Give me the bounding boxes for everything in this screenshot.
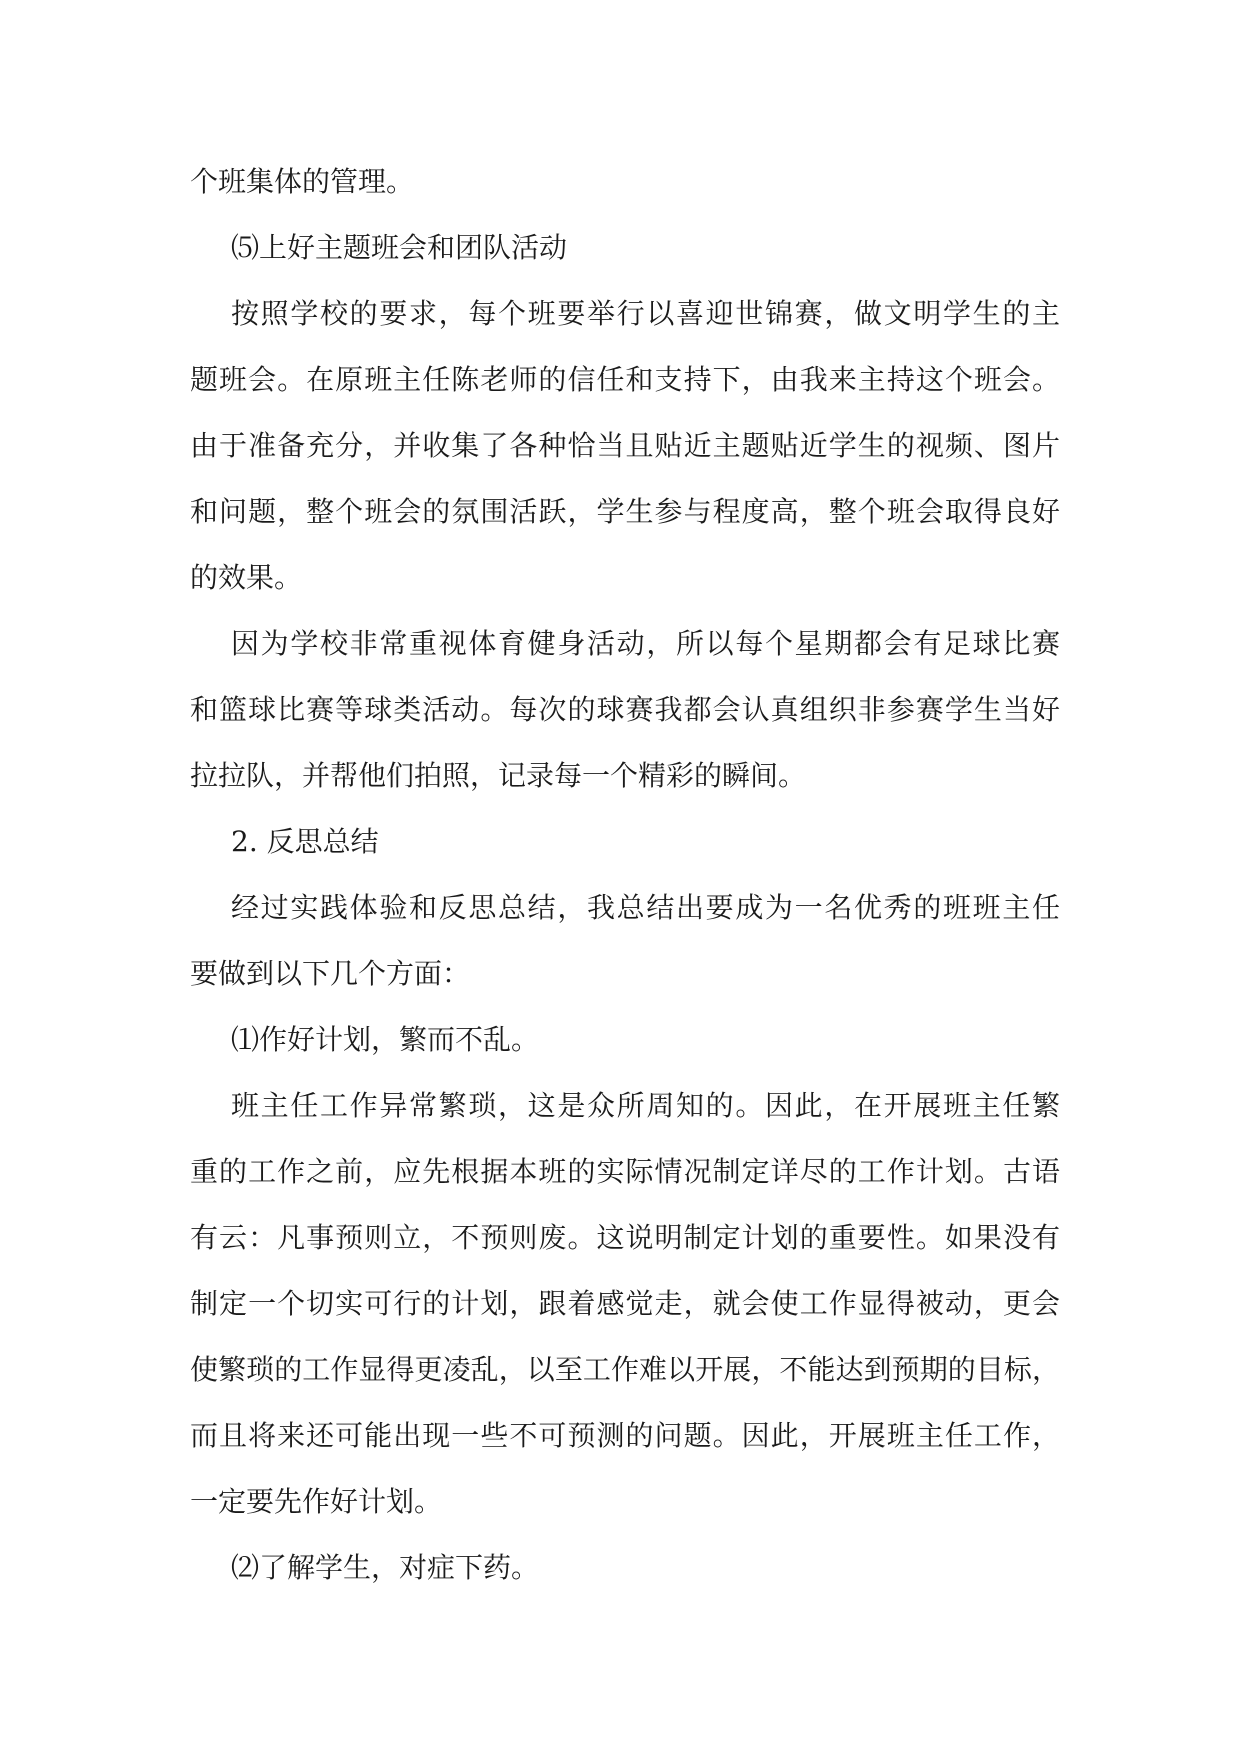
text-line: 班主任工作异常繁琐，这是众所周知的。因此，在开展班主任繁 xyxy=(231,1089,1060,1122)
section-heading: ⑸上好主题班会和团队活动 xyxy=(231,231,568,264)
text-line: 重的工作之前，应先根据本班的实际情况制定详尽的工作计划。古语 xyxy=(190,1155,1060,1188)
text-line: 有云：凡事预则立，不预则废。这说明制定计划的重要性。如果没有 xyxy=(190,1221,1060,1254)
text-line: 一定要先作好计划。 xyxy=(190,1485,443,1518)
text-line: 的效果。 xyxy=(190,561,303,594)
text-line: 按照学校的要求，每个班要举行以喜迎世锦赛，做文明学生的主 xyxy=(231,297,1060,330)
text-line: 要做到以下几个方面： xyxy=(190,957,471,990)
text-line: 题班会。在原班主任陈老师的信任和支持下，由我来主持这个班会。 xyxy=(190,363,1060,396)
text-line: 由于准备充分，并收集了各种恰当且贴近主题贴近学生的视频、图片 xyxy=(190,429,1060,462)
section-heading: 2. 反思总结 xyxy=(231,825,379,858)
section-heading: ⑵了解学生，对症下药。 xyxy=(231,1551,540,1584)
text-line: 个班集体的管理。 xyxy=(190,165,415,198)
text-line: 制定一个切实可行的计划，跟着感觉走，就会使工作显得被动，更会 xyxy=(190,1287,1060,1320)
text-line: 使繁琐的工作显得更凌乱，以至工作难以开展，不能达到预期的目标， xyxy=(190,1353,1060,1386)
text-line: 拉拉队，并帮他们拍照，记录每一个精彩的瞬间。 xyxy=(190,759,807,792)
text-line: 和问题，整个班会的氛围活跃，学生参与程度高，整个班会取得良好 xyxy=(190,495,1060,528)
text-line: 而且将来还可能出现一些不可预测的问题。因此，开展班主任工作， xyxy=(190,1419,1060,1452)
text-line: 和篮球比赛等球类活动。每次的球赛我都会认真组织非参赛学生当好 xyxy=(190,693,1060,726)
text-line: 因为学校非常重视体育健身活动，所以每个星期都会有足球比赛 xyxy=(231,627,1060,660)
section-heading: ⑴作好计划，繁而不乱。 xyxy=(231,1023,540,1056)
text-line: 经过实践体验和反思总结，我总结出要成为一名优秀的班班主任 xyxy=(231,891,1060,924)
